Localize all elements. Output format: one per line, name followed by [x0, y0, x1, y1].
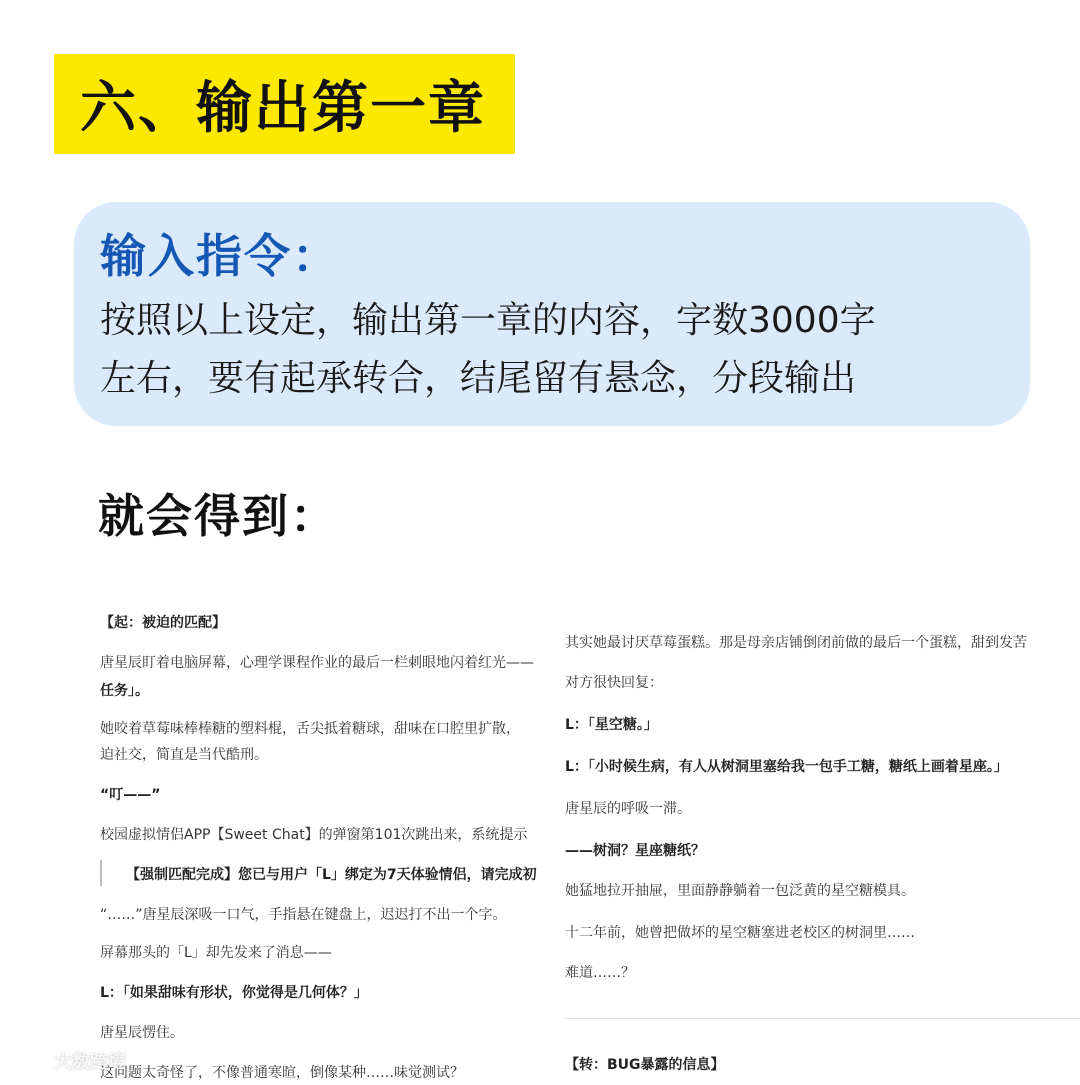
paragraph: 十二年前，她曾把做坏的星空糖塞进老校区的树洞里…… — [565, 925, 915, 941]
paragraph: 其实她最讨厌草莓蛋糕。那是母亲店铺倒闭前做的最后一个蛋糕，甜到发苦 — [565, 635, 1027, 651]
prompt-card — [74, 202, 1030, 426]
section-heading-start: 【起：被迫的匹配】 — [100, 615, 226, 631]
brand-logo-icon — [8, 1049, 50, 1073]
paragraph: 对方很快回复： — [565, 675, 663, 691]
paragraph: 迫社交，简直是当代酷刑。 — [100, 747, 268, 763]
section-heading-turn: 【转：BUG暴露的信息】 — [565, 1057, 725, 1073]
paragraph: 难道……？ — [565, 965, 635, 981]
section-title: 六、输出第一章 — [80, 76, 486, 141]
watermark — [8, 1046, 126, 1076]
paragraph: 任务」。 — [100, 683, 149, 699]
paragraph: 唐星辰盯着电脑屏幕，心理学课程作业的最后一栏刺眼地闪着红光—— — [100, 655, 534, 671]
paragraph: ——树洞？星座糖纸？ — [565, 843, 705, 859]
paragraph: 唐星辰的呼吸一滞。 — [565, 801, 691, 817]
blockquote-bar — [100, 860, 102, 886]
paragraph: 唐星辰愣住。 — [100, 1025, 184, 1041]
paragraph: “叮——” — [100, 787, 161, 803]
prompt-label: 输入指令： — [100, 229, 340, 283]
result-label: 就会得到： — [98, 489, 338, 543]
watermark-text: 大数跨境 — [54, 1052, 126, 1073]
chapter-excerpt-left — [100, 608, 552, 1085]
dialogue-line: L：「小时候生病，有人从树洞里塞给我一包手工糖，糖纸上画着星座。」 — [565, 759, 1008, 775]
dialogue-line: L：「星空糖。」 — [565, 717, 658, 733]
paragraph: 屏幕那头的「L」却先发来了消息—— — [100, 945, 332, 961]
dialogue-line: L：「如果甜味有形状，你觉得是几何体？」 — [100, 985, 368, 1001]
paragraph: 她猛地拉开抽屉，里面静静躺着一包泛黄的星空糖模具。 — [565, 883, 915, 899]
chapter-excerpt-right — [565, 628, 1080, 1085]
prompt-line-2: 左右，要有起承转合，结尾留有悬念，分段输出 — [100, 358, 857, 399]
paragraph: “……”唐星辰深吸一口气，手指悬在键盘上，迟迟打不出一个字。 — [100, 907, 507, 923]
prompt-line-1: 按照以上设定，输出第一章的内容，字数3000字 — [100, 300, 876, 341]
paragraph: 她咬着草莓味棒棒糖的塑料棍，舌尖抵着糖球，甜味在口腔里扩散， — [100, 721, 520, 737]
prompt-text — [100, 292, 1006, 408]
paragraph: 这问题太奇怪了，不像普通寒暄，倒像某种……味觉测试？ — [100, 1065, 464, 1081]
blockquote-text: 【强制匹配完成】您已与用户「L」绑定为7天体验情侣，请完成初 — [126, 867, 537, 883]
paragraph: 校园虚拟情侣APP【Sweet Chat】的弹窗第101次跳出来，系统提示 — [100, 827, 528, 843]
section-divider — [565, 1018, 1080, 1019]
section-title-banner — [54, 54, 515, 154]
